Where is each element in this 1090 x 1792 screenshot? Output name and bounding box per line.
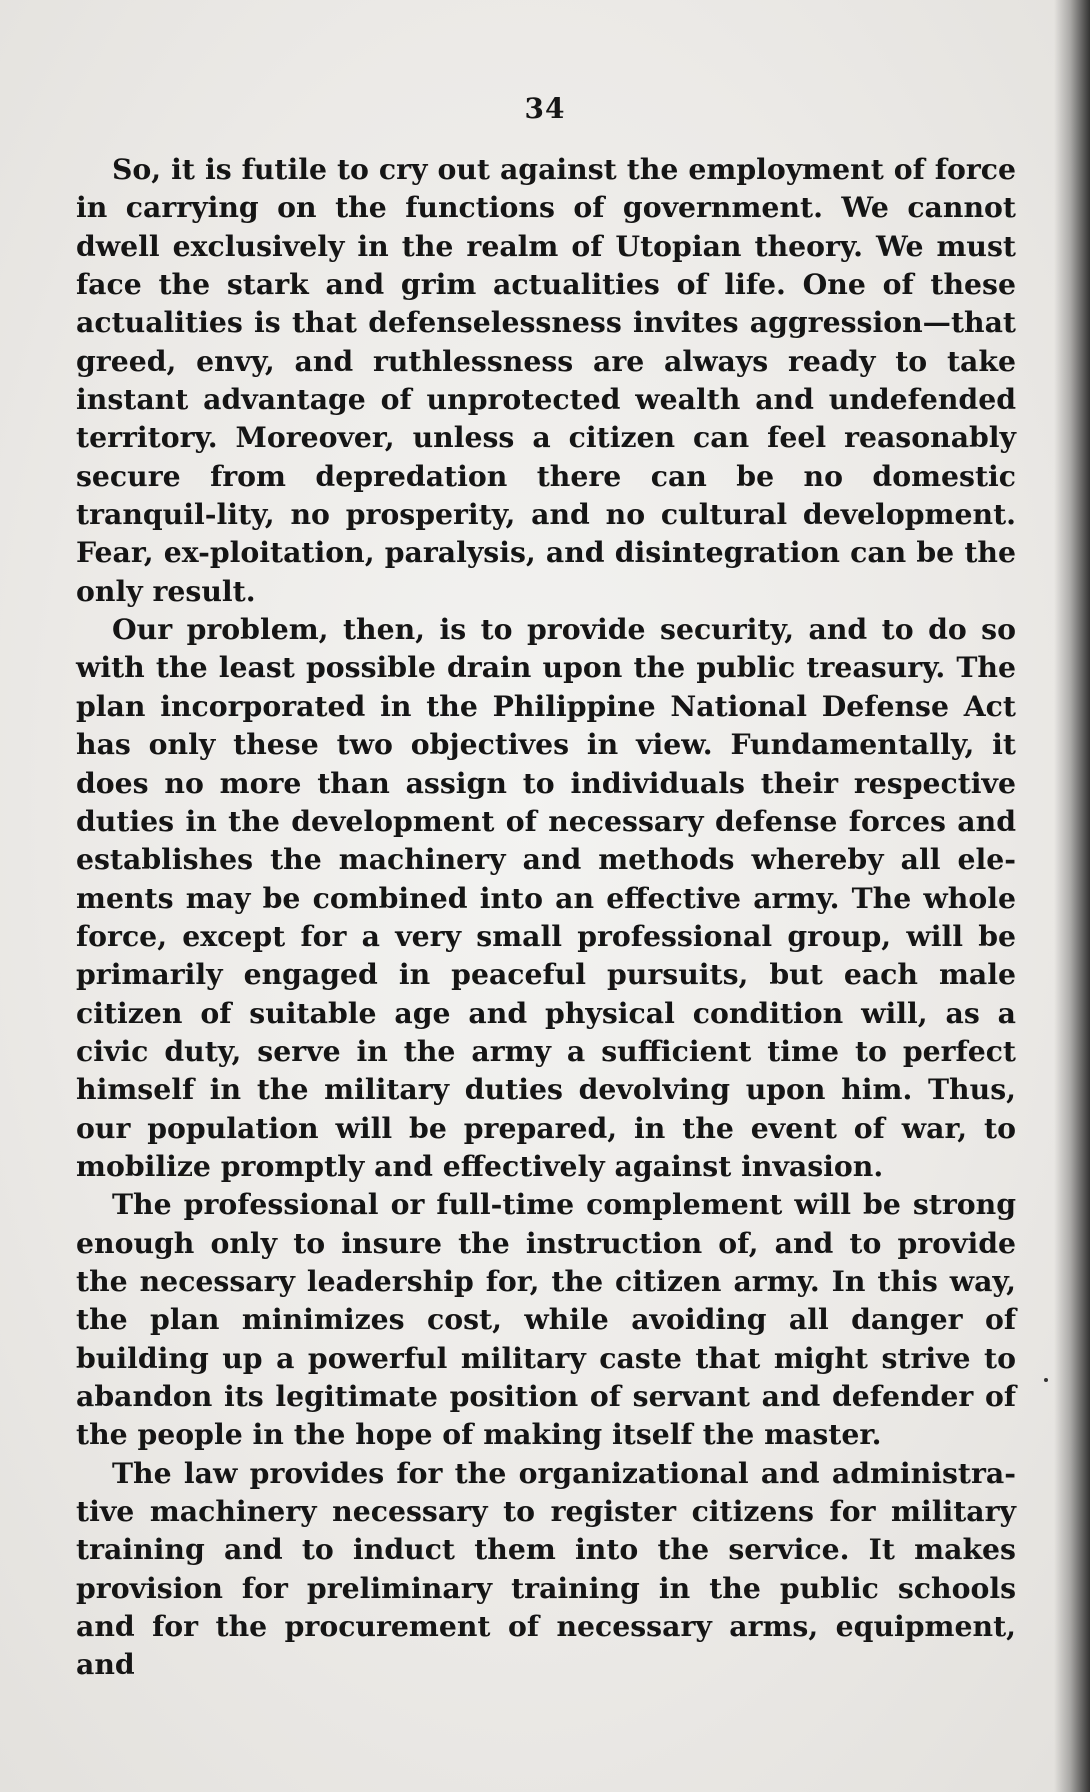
scan-speck xyxy=(1044,1378,1048,1382)
paragraph-1: So, it is futile to cry out against the employment of force in carrying on the functions of government. We cannot dwell exclusively in the realm of Utopian theory. We must face the stark and grim actualities of life. One of these actualities is that defenselessness invites aggression—that greed, envy, and ruthlessness are always ready to take instant advantage of unprotected wealth and undefended territory. Moreover, unless a citizen can feel reasonably secure from depredation there can be no domestic tranquil-lity, no prosperity, and no cultural development. Fear, ex-ploitation, paralysis, and disintegration can be the only result. xyxy=(76,152,1016,608)
paragraph-2: Our problem, then, is to provide security, and to do so with the least possible drain upon the public treasury. The plan incorporated in the Philippine National Defense Act has only these two objectives in view. Fundamentally, it does no more than assign to individuals their respective duties in the development of necessary defense forces and establishes the machinery and methods whereby all ele-ments may be combined into an effective army. The whole force, except for a very small professional group, will be primarily engaged in peaceful pursuits, but each male citizen of suitable age and physical condition will, as a civic duty, serve in the army a sufficient time to perfect himself in the military duties devolving upon him. Thus, our population will be prepared, in the event of war, to mobilize promptly and effectively against invasion. xyxy=(76,612,1016,1183)
paragraph-4: The law provides for the organizational and administra-tive machinery necessary to register citizens for military training and to induct them into the service. It makes provision for preliminary training in the public schools and for the procurement of necessary arms, equipment, and xyxy=(76,1455,1016,1682)
paragraph-3: The professional or full-time complement will be strong enough only to insure the instruction of, and to provide the necessary leadership for, the citizen army. In this way, the plan minimizes cost, while avoiding all danger of building up a powerful military caste that might strive to abandon its legitimate position of servant and defender of the people in the hope of making itself the master. xyxy=(76,1187,1016,1452)
body-text xyxy=(76,150,1016,1684)
page-number: 34 xyxy=(524,92,566,125)
